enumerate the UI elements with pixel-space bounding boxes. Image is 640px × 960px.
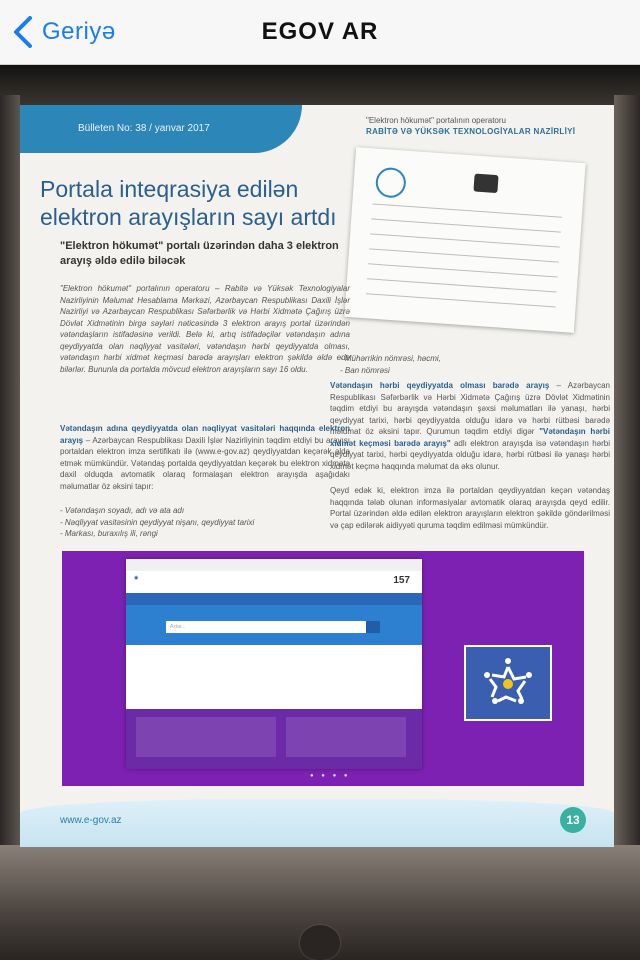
section2-title: Vətəndaşın hərbi qeydiyyatda olması barədə arayış xyxy=(330,381,550,390)
doc-line xyxy=(372,203,562,217)
portal-screenshot xyxy=(126,559,422,769)
doc-line xyxy=(366,293,556,307)
portal-search-input: Axtar... xyxy=(166,621,366,633)
bulletin-number: Bülleten No: 38 / yanvar 2017 xyxy=(78,123,210,134)
egov-star-logo xyxy=(464,645,552,721)
nav-title: EGOV AR xyxy=(261,18,379,45)
article-intro: "Elektron hökumət" portalının operatoru – Rabitə və Yüksək Texnologiyalar Nazirliyinin Məlumat Hesablama Mərkəzi, Azərbaycan Respublikası Daxili İşlər Nazirliyi və Azərbaycan Respublikası Səfərbərlik və Hərbi Xidmətə Çağırış üzrə Dövlət Xidmətinin birgə səyləri nəticəsində 3 elektron arayış portal üzərindən vətəndaşların istifadəsinə verildi. Belə ki, artıq istifadəçilər vətəndaşın adına qeydiyyatda olan nəqliyyat vasitələri, vətəndaşın hərbi qeydiyyatda olması, vətəndaşın hərbi xidmət keçməsi barədə arayışları elektron şəkildə əldə edə bilərlər. Bununla da portalda mövcud elektron arayışların sayı 16 oldu. xyxy=(60,284,350,374)
doc-line xyxy=(371,218,561,232)
apple-logo-icon xyxy=(300,925,340,960)
list-item: - Mühərrikin nömrəsi, həcmi, xyxy=(340,354,441,363)
badge-icon xyxy=(473,174,498,194)
footer-url: www.e-gov.az xyxy=(60,815,122,826)
article-headline: Portala inteqrasiya edilən elektron arayışların sayı artdı xyxy=(40,176,337,230)
bulletin-header-bar xyxy=(20,105,302,153)
operator-line2: RABİTƏ VƏ YÜKSƏK TEXNOLOGİYALAR NAZİRLİYİ xyxy=(366,127,576,136)
monitor-bezel-left xyxy=(0,95,20,915)
operator-caption xyxy=(366,115,606,137)
section3-title: "Vətəndaşın hərbi xidmət keçməsi barədə arayış" xyxy=(330,427,610,448)
closing-paragraph: Qeyd edək ki, elektron imza ilə portaldan qeydiyyatdan keçən vətəndaş haqqında tələb olunan informasiyalar avtomatik olaraq arayışda qeyd edilir. Portal üzərindən əldə edilən elektron arayışların elektron şəkildə göndərilməsi və çap edilərək aidiyyəti quruma təqdim edilməsi mümkündür. xyxy=(330,486,610,530)
portal-search-button xyxy=(366,621,380,633)
portal-block-left xyxy=(136,717,276,757)
portal-screenshot-banner xyxy=(62,551,584,786)
doc-line xyxy=(367,278,557,292)
list-item: - Markası, buraxılış ili, rəngi xyxy=(60,529,158,538)
magazine-page xyxy=(20,105,614,847)
section1-title: Vətəndaşın adına qeydiyyatda olan nəqliyyat vasitələri haqqında elektron arayış xyxy=(60,424,350,445)
operator-line1: "Elektron hökumət" portalının operatoru xyxy=(366,116,506,125)
doc-line xyxy=(370,233,560,247)
portal-block-right xyxy=(286,717,406,757)
section3-text: adlı elektron arayışda isə vətəndaşın hərbi qeydiyyat tarixi, hərbi qeydiyyatda olduğu idarə, hərbi rütbəsi ilə yanaşı hərbi xidmət keçmə haqqında məlumat da əks olunur. xyxy=(330,438,610,471)
doc-line xyxy=(369,248,559,262)
ar-camera-view[interactable] xyxy=(0,65,640,960)
page-number-badge: 13 xyxy=(560,807,586,833)
emblem-icon xyxy=(375,167,407,199)
doc-line xyxy=(368,263,558,277)
section1-text: – Azərbaycan Respublikası Daxili İşlər Nazirliyinin təqdim etdiyi bu arayışı portaldan elektron imza sertifikatı ilə (www.e-gov.az) qeydiyyatdan keçərək əldə etmək mümkündür. Vətəndaş portalda qeydiyyatdan keçərək bu elektron xidmətə daxil olduqda avtomatik olaraq formalaşan elektron arayışda aşağıdakı məlumatlar öz əksini tapır: xyxy=(60,435,350,491)
portal-service-count: 157 xyxy=(393,575,410,586)
article-subhead: "Elektron hökumət" portalı üzərindən daha 3 elektron arayış əldə edilə biləcək xyxy=(60,240,339,267)
star-icon xyxy=(478,653,538,713)
portal-topbar xyxy=(126,559,422,571)
details-list-left xyxy=(60,505,350,540)
portal-footer-block xyxy=(126,709,422,769)
document-photo xyxy=(344,147,585,333)
portal-logo-icon: ◉ xyxy=(134,575,139,581)
portal-menu xyxy=(126,593,422,605)
navigation-bar xyxy=(0,0,640,65)
back-label: Geriyə xyxy=(42,18,116,45)
list-item: - Ban nömrəsi xyxy=(340,365,390,375)
list-item: - Vətəndaşın soyadı, adı və ata adı xyxy=(60,506,185,515)
monitor-bezel-right xyxy=(614,95,640,915)
section2-text: – Azərbaycan Respublikası Səfərbərlik və Hərbi Xidmətə Çağırış üzrə Dövlət Xidmətinin təqdim etdiyi bu arayışda vətəndaşın şəxsi məlumatları ilə yanaşı, hərbi qeydiyyat tarixi, hərbi qeydiyyatda olduğu idarə və hərbi rütbəsi barədə məlumat öz əksini tapır. Qurumun təqdim etdiyi digər xyxy=(330,381,610,436)
portal-search-area xyxy=(126,605,422,645)
list-item: - Nəqliyyat vasitəsinin qeydiyyat nişanı, qeydiyyat tarixi xyxy=(60,517,255,527)
monitor-bezel-top xyxy=(0,65,640,105)
details-list-right xyxy=(340,353,610,376)
carousel-dots-icon: ● ● ● ● xyxy=(310,773,351,779)
section2-paragraph xyxy=(330,380,610,472)
section1-paragraph xyxy=(60,423,350,492)
